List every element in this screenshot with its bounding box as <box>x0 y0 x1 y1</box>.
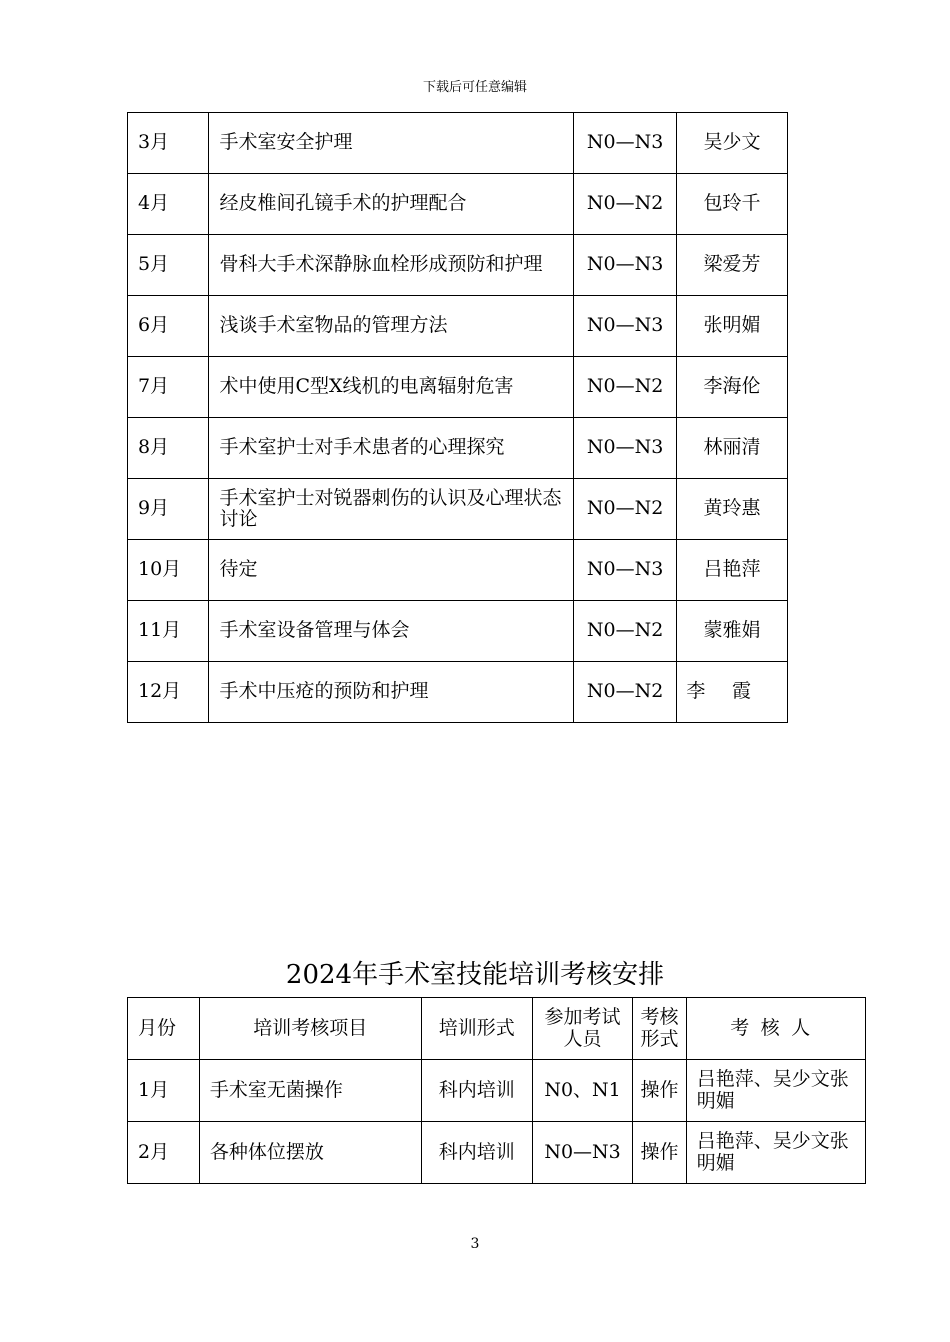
table-row <box>128 1060 866 1122</box>
skills-section-title: 2024年手术室技能培训考核安排 <box>285 960 665 990</box>
exam-form-cell: 操作 <box>633 1122 687 1184</box>
month-cell: 2月 <box>128 1122 200 1184</box>
participants-cell: N0、N1 <box>532 1060 632 1122</box>
level-cell: N0—N3 <box>574 113 677 174</box>
table-row <box>128 1122 866 1184</box>
topic-cell: 待定 <box>209 540 574 601</box>
table-row <box>128 662 788 723</box>
header-exam-form: 考核形式 <box>633 998 687 1060</box>
page-number: 3 <box>470 1236 480 1252</box>
examiners-cell: 吕艳萍、吴少文张明媚 <box>686 1060 865 1122</box>
lecturer-cell: 吕艳萍 <box>676 540 787 601</box>
level-cell: N0—N2 <box>574 601 677 662</box>
topic-cell: 手术中压疮的预防和护理 <box>209 662 574 723</box>
level-cell: N0—N2 <box>574 479 677 540</box>
form-cell: 科内培训 <box>421 1122 532 1184</box>
exam-form-cell: 操作 <box>633 1060 687 1122</box>
level-cell: N0—N3 <box>574 235 677 296</box>
level-cell: N0—N3 <box>574 296 677 357</box>
lecturer-cell: 李海伦 <box>676 357 787 418</box>
form-cell: 科内培训 <box>421 1060 532 1122</box>
table-row <box>128 540 788 601</box>
month-cell: 10月 <box>128 540 209 601</box>
lecturer-cell: 包玲千 <box>676 174 787 235</box>
month-cell: 1月 <box>128 1060 200 1122</box>
topic-cell: 手术室安全护理 <box>209 113 574 174</box>
topic-cell: 手术室护士对锐器刺伤的认识及心理状态讨论 <box>209 479 574 540</box>
topic-cell: 手术室设备管理与体会 <box>209 601 574 662</box>
lecturer-cell: 梁爱芳 <box>676 235 787 296</box>
table-row <box>128 113 788 174</box>
month-cell: 7月 <box>128 357 209 418</box>
table-row <box>128 601 788 662</box>
lecturer-cell: 林丽清 <box>676 418 787 479</box>
lecturer-cell: 蒙雅娟 <box>676 601 787 662</box>
lecturer-cell: 吴少文 <box>676 113 787 174</box>
month-cell: 4月 <box>128 174 209 235</box>
table-row <box>128 418 788 479</box>
level-cell: N0—N3 <box>574 418 677 479</box>
month-cell: 5月 <box>128 235 209 296</box>
topic-cell: 手术室护士对手术患者的心理探究 <box>209 418 574 479</box>
table-row <box>128 296 788 357</box>
item-cell: 手术室无菌操作 <box>199 1060 421 1122</box>
month-cell: 9月 <box>128 479 209 540</box>
level-cell: N0—N3 <box>574 540 677 601</box>
topic-cell: 浅谈手术室物品的管理方法 <box>209 296 574 357</box>
lecturer-cell: 张明媚 <box>676 296 787 357</box>
month-cell: 8月 <box>128 418 209 479</box>
month-cell: 3月 <box>128 113 209 174</box>
table-row <box>128 174 788 235</box>
header-participants: 参加考试人员 <box>532 998 632 1060</box>
topic-cell: 骨科大手术深静脉血栓形成预防和护理 <box>209 235 574 296</box>
header-examiners: 考核人 <box>686 998 865 1060</box>
lecturer-cell: 李霞 <box>676 662 787 723</box>
table-row <box>128 357 788 418</box>
topic-cell: 经皮椎间孔镜手术的护理配合 <box>209 174 574 235</box>
month-cell: 12月 <box>128 662 209 723</box>
item-cell: 各种体位摆放 <box>199 1122 421 1184</box>
topic-cell: 术中使用C型X线机的电离辐射危害 <box>209 357 574 418</box>
level-cell: N0—N2 <box>574 174 677 235</box>
table-row <box>128 235 788 296</box>
monthly-lecture-table <box>127 112 788 723</box>
level-cell: N0—N2 <box>574 662 677 723</box>
table-header-row <box>128 998 866 1060</box>
header-form: 培训形式 <box>421 998 532 1060</box>
month-cell: 11月 <box>128 601 209 662</box>
level-cell: N0—N2 <box>574 357 677 418</box>
month-cell: 6月 <box>128 296 209 357</box>
lecturer-cell: 黄玲惠 <box>676 479 787 540</box>
table-row <box>128 479 788 540</box>
header-note: 下载后可任意编辑 <box>422 80 527 95</box>
participants-cell: N0—N3 <box>532 1122 632 1184</box>
skills-training-table <box>127 997 866 1184</box>
header-month: 月份 <box>128 998 200 1060</box>
header-item: 培训考核项目 <box>199 998 421 1060</box>
examiners-cell: 吕艳萍、吴少文张明媚 <box>686 1122 865 1184</box>
